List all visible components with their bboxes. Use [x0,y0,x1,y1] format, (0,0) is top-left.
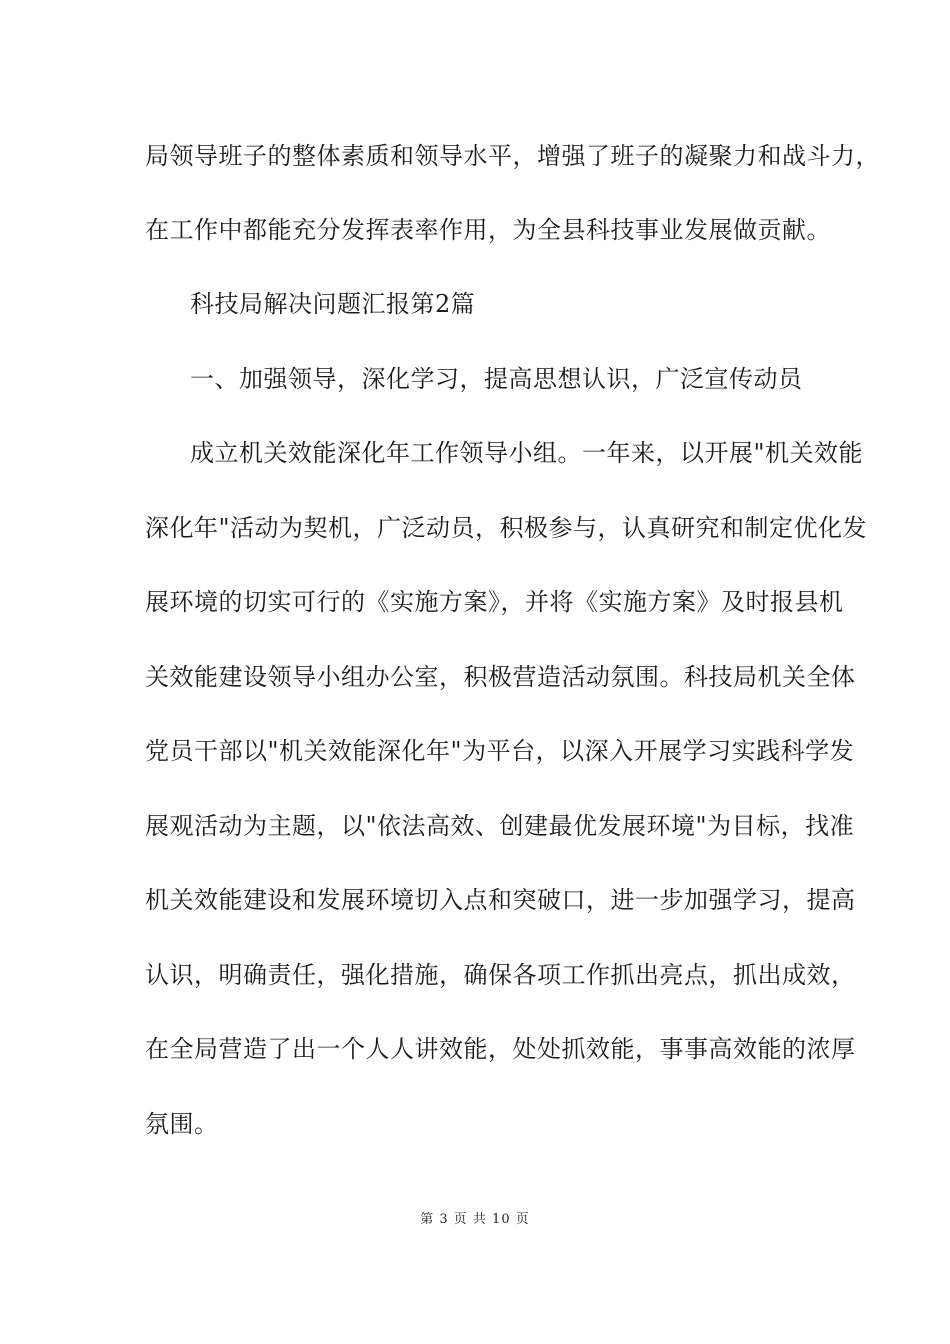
body-line: 机关效能建设和发展环境切入点和突破口，进一步加强学习，提高 [145,886,856,914]
page-number-footer: 第 3 页 共 10 页 [420,1212,530,1227]
body-line: 在工作中都能充分发挥表率作用，为全县科技事业发展做贡献。 [145,216,831,244]
body-line: 氛围。 [145,1110,219,1138]
body-line: 党员干部以"机关效能深化年"为平台，以深入开展学习实践科学发 [145,737,855,765]
body-line: 深化年"活动为契机，广泛动员，积极参与，认真研究和制定优化发 [145,514,868,542]
body-line: 认识，明确责任，强化措施，确保各项工作抓出亮点，抓出成效， [145,961,856,989]
body-line: 局领导班子的整体素质和领导水平，增强了班子的凝聚力和战斗力， [145,142,880,170]
section-heading: 一、加强领导，深化学习，提高思想认识，广泛宣传动员 [190,365,803,393]
body-line: 在全局营造了出一个人人讲效能，处处抓效能，事事高效能的浓厚 [145,1035,856,1063]
section-title: 科技局解决问题汇报第2篇 [190,290,476,318]
body-line: 展观活动为主题，以"依法高效、创建最优发展环境"为目标，找准 [145,812,855,840]
body-line: 成立机关效能深化年工作领导小组。一年来，以开展"机关效能 [190,439,864,467]
body-line: 展环境的切实可行的《实施方案》，并将《实施方案》及时报县机 [145,588,844,616]
body-line: 关效能建设领导小组办公室，积极营造活动氛围。科技局机关全体 [145,663,856,691]
